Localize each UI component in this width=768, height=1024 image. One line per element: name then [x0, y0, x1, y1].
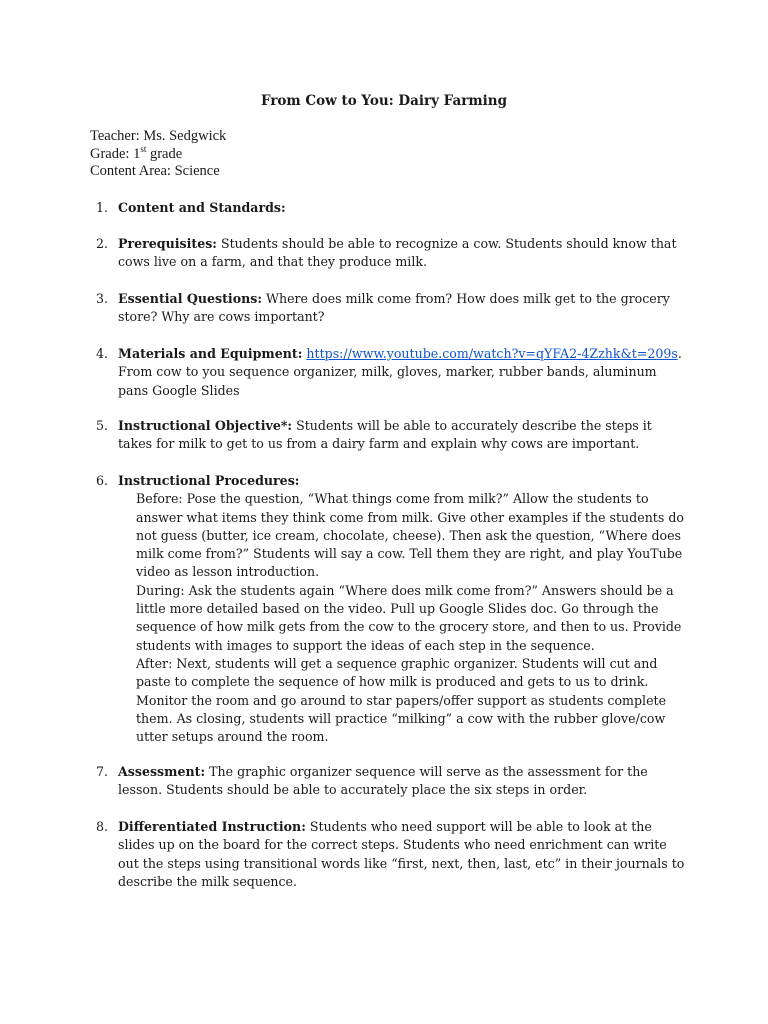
list-item-differentiated — [96, 818, 686, 891]
item-text: Students will be able to accurately describe the steps it takes for milk to get to us from a dairy farm and explain why cows are important. — [118, 418, 652, 452]
item-number: 7. — [96, 764, 109, 779]
item-label: Prerequisites: — [118, 236, 217, 251]
item-label: Essential Questions: — [118, 291, 263, 306]
procedure-before: Before: Pose the question, “What things come from milk?” Allow the students to answer what items they think come from milk. Give other examples if the students do not guess (butter, ice cream, chocolate, cheese). Then ask the question, “Where does milk come from?” Students will say a cow. Tell them they are right, and play YouTube video as lesson introduction. — [136, 491, 684, 580]
item-label: Differentiated Instruction: — [118, 819, 306, 834]
item-number: 2. — [96, 236, 109, 251]
item-number: 6. — [96, 473, 109, 488]
document-title: From Cow to You: Dairy Farming — [260, 93, 508, 109]
grade-line — [90, 143, 226, 164]
item-number: 1. — [96, 200, 109, 215]
item-number: 3. — [96, 291, 109, 306]
teacher-line: Teacher: Ms. Sedgwick — [90, 128, 227, 144]
item-label: Assessment: — [118, 764, 206, 779]
item-number: 8. — [96, 819, 109, 834]
list-item-assessment — [96, 763, 686, 800]
item-label: Instructional Procedures: — [118, 473, 300, 488]
item-text: Students should be able to recognize a cow. Students should know that cows live on a farm, and that they produce milk. — [118, 236, 677, 270]
item-text: Where does milk come from? How does milk get to the grocery store? Why are cows important? — [118, 291, 670, 325]
list-item-materials — [96, 345, 686, 400]
lesson-header — [90, 128, 226, 181]
item-text: The graphic organizer sequence will serve as the assessment for the lesson. Students should be able to accurately place the six steps in order. — [118, 764, 648, 798]
item-number: 5. — [96, 418, 109, 433]
item-text: . From cow to you sequence organizer, milk, gloves, marker, rubber bands, aluminum pans Google Slides — [118, 346, 682, 398]
list-item-procedures — [96, 472, 686, 746]
item-number: 4. — [96, 346, 109, 361]
list-item-objective — [96, 417, 686, 454]
procedure-during: During: Ask the students again “Where does milk come from?” Answers should be a little more detailed based on the video. Pull up Google Slides doc. Go through the sequence of how milk gets from the cow to the grocery store, and then to us. Provide students with images to support the ideas of each step in the sequence. — [136, 582, 682, 653]
procedure-after: After: Next, students will get a sequence graphic organizer. Students will cut and paste to complete the sequence of how milk is produced and gets to us to drink. Monitor the room and go around to star papers/offer support as students complete them. As closing, students will practice “milking” a cow with the rubber glove/cow utter setups around the room. — [136, 655, 667, 745]
item-text: Students who need support will be able to look at the slides up on the board for the correct steps. Students who need enrichment can write out the steps using transitional words like “first, next, then, last, etc” in their journals to describe the milk sequence. — [118, 819, 685, 889]
grade-suffix: grade — [146, 145, 183, 162]
grade-superscript: st — [140, 143, 147, 154]
list-item-essential-questions — [96, 290, 686, 327]
list-item-content-standards — [96, 199, 686, 217]
item-label: Instructional Objective*: — [118, 418, 293, 433]
grade-prefix: Grade: 1 — [90, 145, 141, 162]
youtube-link[interactable]: https://www.youtube.com/watch?v=qYFA2-4Zzhk&t=209s — [306, 346, 678, 361]
content-area-line: Content Area: Science — [90, 163, 220, 179]
item-label: Materials and Equipment: — [118, 346, 303, 361]
list-item-prerequisites — [96, 235, 686, 272]
item-label: Content and Standards: — [118, 200, 286, 215]
